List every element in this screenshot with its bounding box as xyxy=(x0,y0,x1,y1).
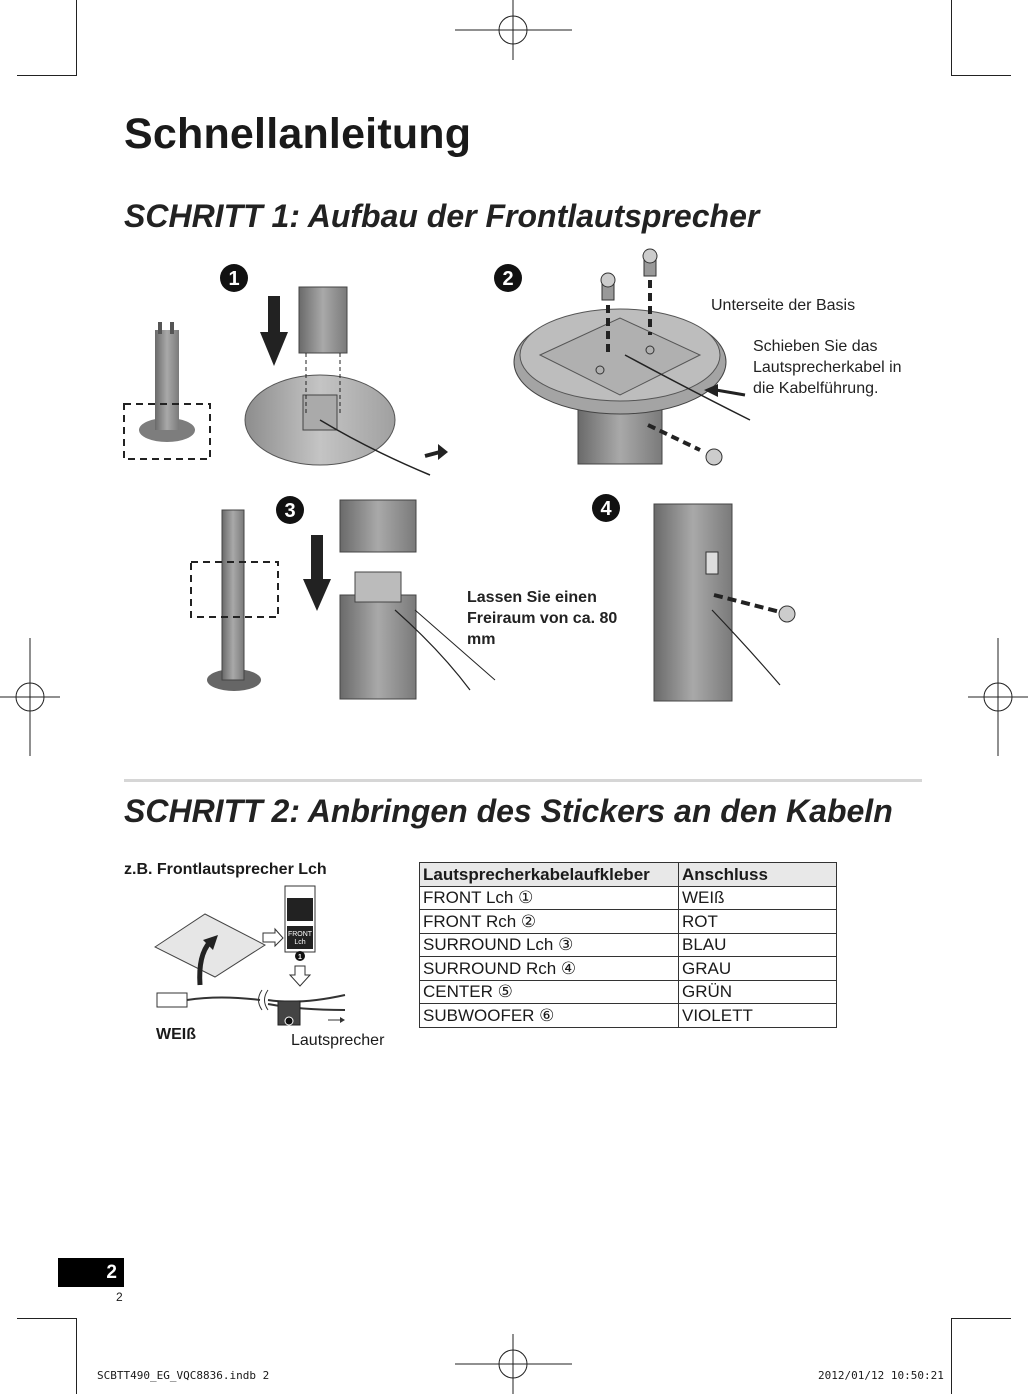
table-row xyxy=(420,910,837,934)
column-header-sticker: Lautsprecherkabelaufkleber xyxy=(420,863,679,887)
sticker-number: 1 xyxy=(298,954,302,961)
example-label: z.B. Frontlautsprecher Lch xyxy=(124,861,327,878)
sticker-text-lch: Lch xyxy=(294,939,306,946)
table-row xyxy=(420,957,837,981)
table-row xyxy=(420,1004,837,1028)
table-row xyxy=(420,886,837,910)
table-cell: FRONT Rch ② xyxy=(420,910,679,934)
callout-gap-line-1: Lassen Sie einen xyxy=(467,589,597,606)
callout-gap-line-2: Freiraum von ca. 80 xyxy=(467,610,618,627)
table-cell: VIOLETT xyxy=(679,1004,837,1028)
table-cell: WEIß xyxy=(679,886,837,910)
step-marker-4-label: 4 xyxy=(600,498,612,520)
footer-timestamp: 2012/01/12 10:50:21 xyxy=(818,1369,944,1382)
callout-cable-line-3: die Kabelführung. xyxy=(753,380,879,397)
table-cell: SURROUND Lch ③ xyxy=(420,933,679,957)
footer-filename: SCBTT490_EG_VQC8836.indb 2 xyxy=(97,1369,270,1382)
step1-heading: SCHRITT 1: Aufbau der Frontlautsprecher xyxy=(124,198,760,234)
table-row xyxy=(420,933,837,957)
page-title: Schnellanleitung xyxy=(124,110,472,158)
sticker-front-lch xyxy=(285,886,315,961)
table-header-row xyxy=(420,863,837,887)
table-cell: SURROUND Rch ④ xyxy=(420,957,679,981)
table-row xyxy=(420,980,837,1004)
step2-heading: SCHRITT 2: Anbringen des Stickers an den Kabeln xyxy=(124,793,893,829)
table-cell: GRAU xyxy=(679,957,837,981)
callout-gap-line-3: mm xyxy=(467,631,496,648)
table-cell: FRONT Lch ① xyxy=(420,886,679,910)
page-number-badge: 2 xyxy=(58,1258,124,1287)
table-cell: ROT xyxy=(679,910,837,934)
sticker-text-front: FRONT xyxy=(287,931,313,938)
table-cell: GRÜN xyxy=(679,980,837,1004)
callout-base-underside: Unterseite der Basis xyxy=(711,297,856,314)
table-cell: BLAU xyxy=(679,933,837,957)
speaker-label: Lautsprecher xyxy=(291,1032,385,1049)
step-marker-3-label: 3 xyxy=(284,500,296,522)
column-header-connection: Anschluss xyxy=(679,863,837,887)
step-marker-1-label: 1 xyxy=(228,268,240,290)
callout-cable-line-2: Lautsprecherkabel in xyxy=(753,359,902,376)
table-cell: CENTER ⑤ xyxy=(420,980,679,1004)
page-number-small: 2 xyxy=(116,1290,123,1304)
callout-cable-line-1: Schieben Sie das xyxy=(753,338,878,355)
sticker-table xyxy=(419,862,837,1028)
step-marker-2-label: 2 xyxy=(502,268,514,290)
cable-white-label: WEIß xyxy=(156,1026,196,1043)
table-cell: SUBWOOFER ⑥ xyxy=(420,1004,679,1028)
